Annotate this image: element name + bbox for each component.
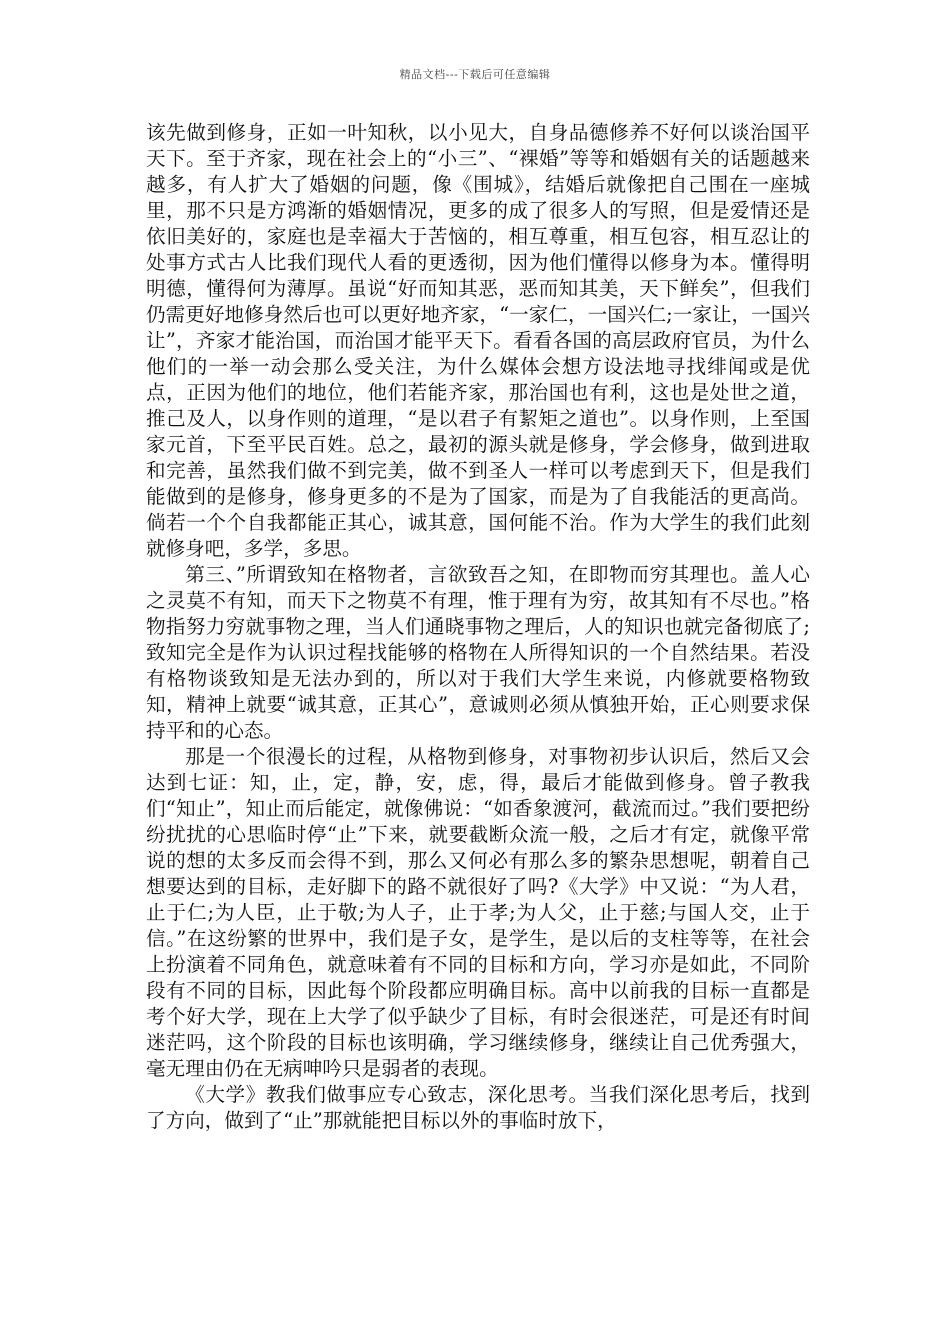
paragraph-1: 该先做到修身，正如一叶知秋，以小见大，自身品德修养不好何以谈治国平天下。至于齐家，现在社会上的“小三”、“裸婚”等等和婚姻有关的话题越来越多，有人扩大了婚姻的问题，像《围城》，结婚后就像把自己围在一座城里，那不只是方鸿渐的婚姻情况，更多的成了很多人的写照，但是爱情还是依旧美好的，家庭也是幸福大于苦恼的，相互尊重，相互包容，相互忍让的处事方式古人比我们现代人看的更透彻，因为他们懂得以修身为本。懂得明明德，懂得何为薄厚。虽说“好而知其恶，恶而知其美，天下鲜矣”，但我们仍需更好地修身然后也可以更好地齐家，“一家仁，一国兴仁;一家让，一国兴让”，齐家才能治国，而治国才能平天下。看看各国的高层政府官员，为什么他们的一举一动会那么受关注，为什么媒体会想方设法地寻找绯闻或是优点，正因为他们的地位，他们若能齐家，那治国也有利，这也是处世之道，推己及人，以身作则的道理，“是以君子有絜矩之道也”。以身作则，上至国家元首，下至平民百姓。总之，最初的源头就是修身，学会修身，做到进取和完善，虽然我们做不到完美，做不到圣人一样可以考虑到天下，但是我们能做到的是修身，修身更多的不是为了国家，而是为了自我能活的更高尚。倘若一个个自我都能正其心，诚其意，国何能不治。作为大学生的我们此刻就修身吧，多学，多思。 — [146, 121, 810, 560]
page-header: 精品文档---下载后可任意编辑 — [399, 68, 551, 81]
paragraph-2: 第三、”所谓致知在格物者，言欲致吾之知，在即物而穷其理也。盖人心之灵莫不有知，而天下之物莫不有理，惟于理有为穷，故其知有不尽也。”格物指努力穷就事物之理，当人们通晓事物之理后，人的知识也就完备彻底了;致知完全是作为认识过程找能够的格物在人所得知识的一个自然结果。若没有格物谈致知是无法办到的，所以对于我们大学生来说，内修就要格物致知，精神上就要“诚其意，正其心”，意诚则必须从慎独开始，正心则要求保持平和的心态。 — [146, 563, 810, 742]
document-body — [146, 120, 810, 1134]
paragraph-3: 那是一个很漫长的过程，从格物到修身，对事物初步认识后，然后又会达到七证：知，止，定，静，安，虑，得，最后才能做到修身。曾子教我们“知止”，知止而后能定，就像佛说：“如香象渡河，截流而过。”我们要把纷纷扰扰的心思临时停“止”下来，就要截断众流一般，之后才有定，就像平常说的想的太多反而会得不到，那么又何必有那么多的繁杂思想呢，朝着自己想要达到的目标，走好脚下的路不就很好了吗?《大学》中又说：“为人君，止于仁;为人臣，止于敬;为人子，止于孝;为人父，止于慈;与国人交，止于信。”在这纷繁的世界中，我们是子女，是学生，是以后的支柱等等，在社会上扮演着不同角色，就意味着有不同的目标和方向，学习亦是如此，不同阶段有不同的目标，因此每个阶段都应明确目标。高中以前我的目标一直都是考个好大学，现在上大学了似乎缺少了目标，有时会很迷茫，可是还有时间迷茫吗，这个阶段的目标也该明确，学习继续修身，继续让自己优秀强大，毫无理由仍在无病呻吟只是弱者的表现。 — [146, 745, 810, 1080]
paragraph-4: 《大学》教我们做事应专心致志，深化思考。当我们深化思考后，找到了方向，做到了“止”那就能把目标以外的事临时放下， — [146, 1083, 810, 1132]
